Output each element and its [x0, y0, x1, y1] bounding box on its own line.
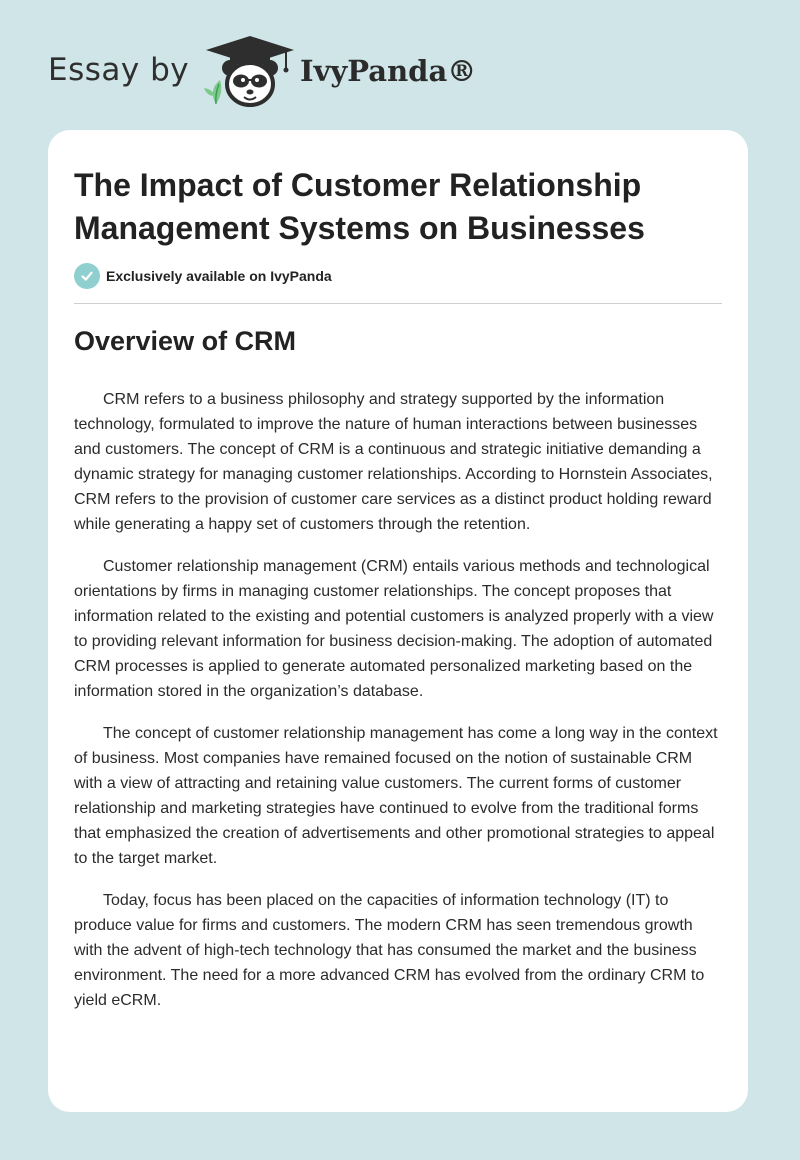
site-header — [48, 34, 477, 114]
paragraph: The concept of customer relationship management has come a long way in the context of business. Most companies have remained focused on the notion of sustainable CRM with a view of attracting and retaining value customers. The current forms of customer relationship and marketing strategies have continued to evolve from the traditional forms that emphasized the creation of advertisements and other promotional strategies to appeal to the target market. — [74, 725, 718, 867]
essay-body — [74, 387, 724, 1030]
brand-name: IvyPanda® — [300, 54, 477, 88]
checkmark-icon — [74, 263, 100, 289]
essay-by-label: Essay by — [48, 52, 190, 88]
exclusive-badge-label: Exclusively available on IvyPanda — [106, 268, 332, 284]
essay-card — [48, 130, 748, 1112]
section-heading: Overview of CRM — [74, 326, 297, 356]
panda-graduate-logo-icon[interactable] — [202, 34, 298, 110]
exclusive-badge — [74, 263, 332, 289]
page-title: The Impact of Customer Relationship Management Systems on Businesses — [74, 167, 645, 246]
paragraph: Today, focus has been placed on the capacities of information technology (IT) to produce value for firms and customers. The modern CRM has seen tremendous growth with the advent of high-tech technology that has consumed the market and the business environment. The need for a more advanced CRM has evolved from the ordinary CRM to yield eCRM. — [74, 892, 705, 1009]
paragraph: Customer relationship management (CRM) entails various methods and technological orientations by firms in managing customer relationships. The concept proposes that information related to the existing and potential customers is analyzed properly with a view to providing relevant information for business decision-making. The adoption of automated CRM processes is applied to generate automated personalized marketing based on the information stored in the organization’s database. — [74, 558, 714, 700]
title-divider — [74, 303, 722, 304]
paragraph: CRM refers to a business philosophy and strategy supported by the information technology, formulated to improve the nature of human interactions between businesses and customers. The concept of CRM is a continuous and strategic initiative demanding a dynamic strategy for managing customer relationships. According to Hornstein Associates, CRM refers to the provision of customer care services as a distinct product holding reward while generating a happy set of customers through the retention. — [74, 391, 713, 533]
